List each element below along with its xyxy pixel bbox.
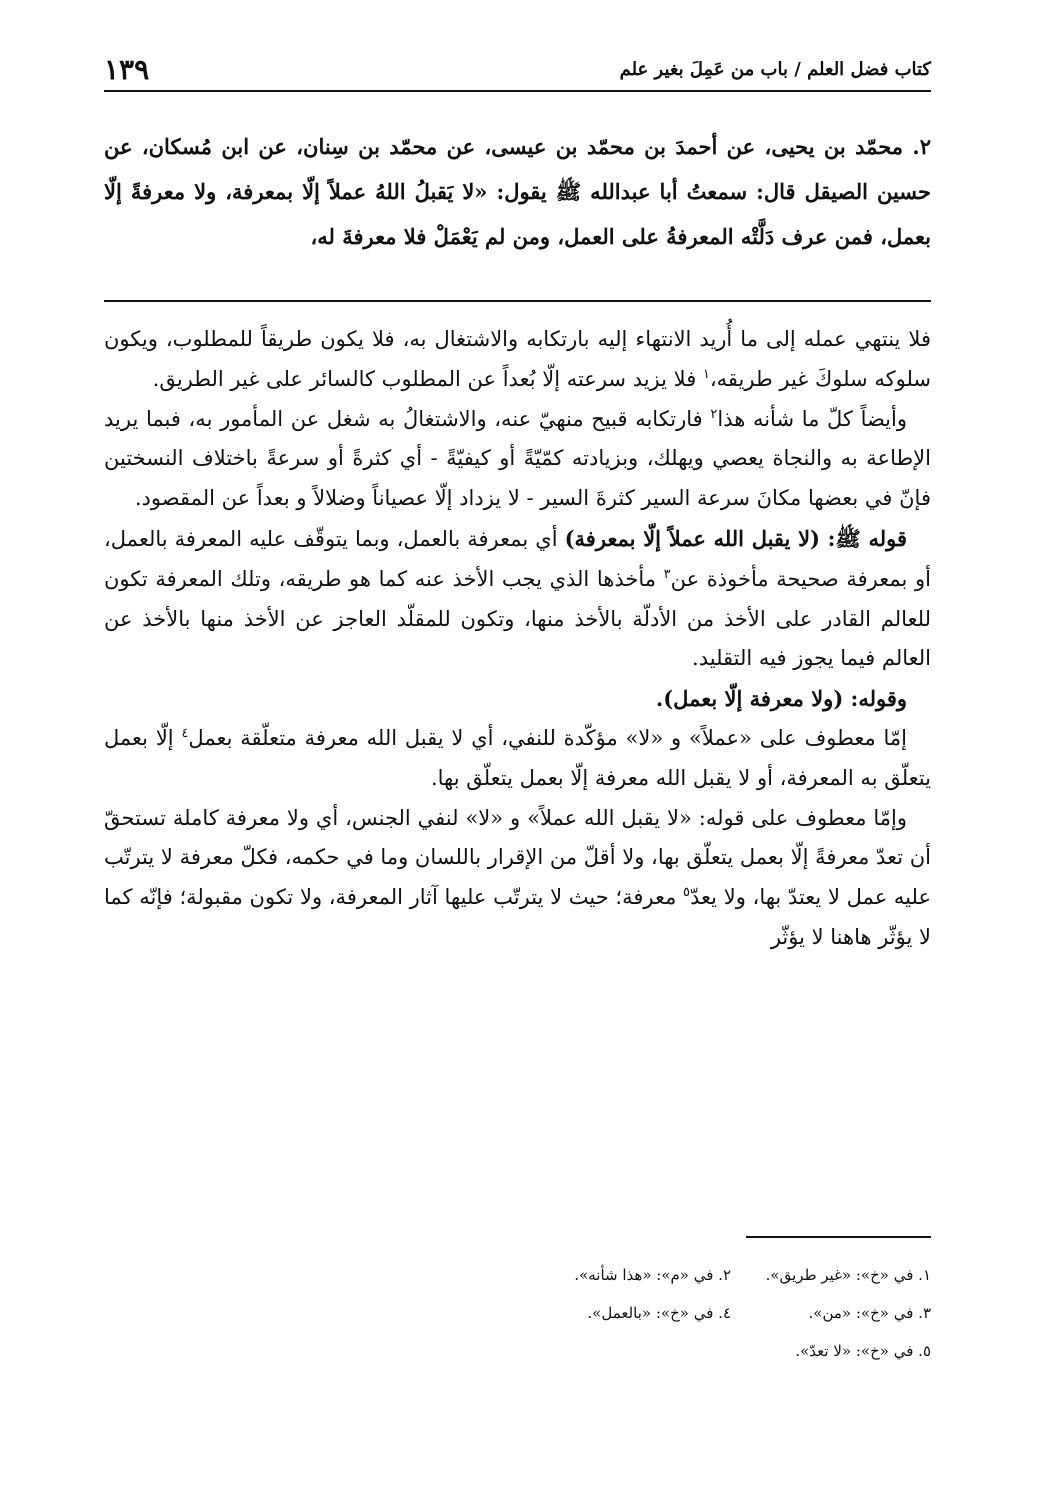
commentary-paragraph-6 (104, 799, 931, 958)
commentary-text: إمّا معطوف على «عملاً» و «لا» مؤكّدة للنفي، أي لا يقبل الله معرفة متعلّقة بعمل (188, 725, 907, 750)
commentary-text: فارتكابه قبيح منهيّ عنه، والاشتغالُ به شغل عن المأمور به، فبما يريد الإطاعة به والنجاة يعصي ويهلك، وبزيادته كمّيّةً أو كيفيّةً - أي كثرةً أو سرعةً باختلاف النسختين فإنّ في بعضها مكانَ سرعة السير كثرةَ السير - لا يزداد إلّا عصياناً وضلالاً و بعداً عن المقصود. (104, 406, 931, 511)
footnotes (411, 1256, 931, 1370)
commentary-text: وإمّا معطوف على قوله: «لا يقبل الله عملاً» و «لا» لنفي الجنس، أي ولا معرفة كاملة تستحقّ أن تعدّ معرفةً إلّا بعمل يتعلّق بها، ولا أقلّ من الإقرار باللسان وما في حكمه، فكلّ معرفة لا يترتّب عليه عمل لا يعتدّ بها، ولا يعدّ (104, 805, 931, 910)
footnote-row (411, 1256, 931, 1294)
commentary-paragraph-3 (104, 519, 931, 679)
hadith-text-block (104, 124, 931, 259)
footnote-ref-2: ٢ (710, 406, 718, 422)
footnote-4: ٤. في «خ»: «بالعمل». (587, 1304, 731, 1322)
commentary-block (104, 320, 931, 958)
commentary-paragraph-5 (104, 719, 931, 799)
footnote-ref-3: ٣ (663, 566, 671, 582)
section-divider (104, 300, 931, 302)
commentary-text: إلّا بعمل يتعلّق به المعرفة، أو لا يقبل الله معرفة إلّا بعمل يتعلّق بها. (104, 725, 931, 790)
footnote-3: ٣. في «خ»: «من». (808, 1304, 931, 1322)
commentary-paragraph-2 (104, 400, 931, 519)
footnote-ref-4: ٤ (181, 725, 189, 741)
page-header (104, 42, 931, 92)
page-number: ١٣٩ (104, 53, 150, 86)
commentary-text: معرفة؛ حيث لا يترتّب عليها آثار المعرفة، ولا تكون مقبولة؛ فإنّه كما لا يؤثّر هاهنا لا يؤثّر (104, 885, 931, 949)
commentary-paragraph-1 (104, 320, 931, 400)
commentary-text: وأيضاً كلّ ما شأنه هذا (717, 406, 907, 431)
footnote-ref-1: ١ (702, 366, 710, 382)
footnote-row (411, 1294, 931, 1332)
running-title: كتاب فضل العلم / باب من عَمِلَ بغير علم (619, 59, 931, 80)
footnote-2: ٢. في «م»: «هذا شأنه». (574, 1266, 731, 1284)
footnote-5: ٥. في «خ»: «لا تعدّ». (795, 1342, 931, 1360)
footnote-divider (746, 1236, 931, 1238)
footnote-1: ١. في «خ»: «غير طريق». (765, 1266, 931, 1284)
hadith-paragraph: ٢. محمّد بن يحيى، عن أحمدَ بن محمّد بن عيسى، عن محمّد بن سِنان، عن ابن مُسكان، عن حسين الصيقل قال: سمعتُ أبا عبدالله ﷺ يقول: «لا يَقبلُ اللهُ عملاً إلّا بمعرفة، ولا معرفةً إلّا بعمل، فمن عرف دَلَّتْه المعرفةُ على العمل، ومن لم يَعْمَلْ فلا معرفةَ له، (104, 134, 931, 249)
commentary-paragraph-4: وقوله: (ولا معرفة إلّا بعمل). (655, 686, 907, 712)
commentary-text: فلا ينتهي عمله إلى ما أُريد الانتهاء إليه بارتكابه والاشتغال به، فلا يكون طريقاً للمطلوب، ويكون سلوكه سلوكَ غير طريقه، (104, 327, 931, 391)
footnote-ref-5: ٥ (683, 885, 691, 901)
commentary-text: أي بمعرفة بالعمل، وبما يتوقّف عليه المعرفة بالعمل، أو بمعرفة صحيحة مأخوذة عن (104, 526, 931, 591)
quoted-phrase: قوله ﷺ: (لا يقبل الله عملاً إلّا بمعرفة) (564, 525, 908, 551)
commentary-text: مأخذها الذي يجب الأخذ عنه كما هو طريقه، وتلك المعرفة تكون للعالم القادر على الأخذ من الأدلّة بالأخذ منها، وتكون للمقلّد العاجز عن الأخذ منها بالأخذ عن العالم فيما يجوز فيه التقليد. (104, 566, 931, 671)
footnote-row (411, 1332, 931, 1370)
commentary-text: فلا يزيد سرعته إلّا بُعداً عن المطلوب كالسائر على غير الطريق. (152, 366, 703, 391)
